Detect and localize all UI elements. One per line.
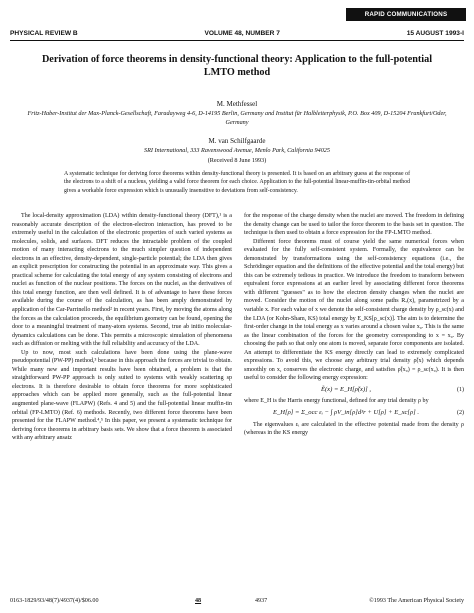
issue-date: 15 AUGUST 1993-I [406,30,464,37]
footer-copyright: ©1993 The American Physical Society [369,598,464,604]
paper-title: Derivation of force theorems in density-functional theory: Application to the full-potential LMTO method [41,54,433,78]
journal-name: PHYSICAL REVIEW B [10,30,78,37]
left-paragraph-1: The local-density approximation (LDA) within density-functional theory (DFT),¹ is a reasonably accurate description of the electron-electron interaction, has proved to be extremely useful in the calculation of the electronic properties of such varied systems as molecules, solids, and surfaces. DFT reduces the intractable problem of the coupled motion of many interacting electrons to the much simpler question of independent electrons in an effective, density-dependent, single-particle potential; the LDA then gives an explicit prescription for constructing the potential in an approximate way. This gives a practical scheme for calculating the total energy of any system consisting of electrons and nuclei as function of the nuclear positions. The forces on the nuclei, as the derivatives of this total energy function, are then well defined. It is of advantage to have these forces available during the course of the calculation, as has been amply demonstrated by application of the Car-Parrinello method² in recent years. First, by moving the atoms along the forces as the calculation proceeds, the equilibrium geometry can be found, opening the door to a meaningful treatment of many-atom systems. Second, true ab initio molecular-dynamics calculations can be done. This permits a microscopic simulation of phenomena such as diffusion or melting with the full reliability and accuracy of the LDA. [12,213,232,348]
running-head [10,30,464,37]
right-paragraph-1: for the response of the charge density when the nuclei are moved. The freedom in defining the density change can be used to tailor the force theorem to the basis set in question. The technique is then used to obtain a force expression for the FP-LMTO method. [244,213,464,237]
header-rule [10,40,464,41]
rapid-communications-badge: RAPID COMMUNICATIONS [346,8,466,21]
page-footer [10,598,464,604]
author-2-affiliation: SRI International, 333 Ravenswood Avenue, Menlo Park, California 94025 [143,147,330,154]
right-paragraph-3: The eigenvalues εᵢ are calculated in the effective potential made from the density ρ (whereas in the KS energy [244,421,464,437]
left-column [12,212,232,443]
footer-page-number: 4937 [255,598,268,604]
equation-1 [244,386,464,395]
author-1-affiliation: Fritz-Haber-Institut der Max-Planck-Gesellschaft, Faradayweg 4-6, D-14195 Berlin, Germany and Institut für Halbleiterphysik, P.O. Box 409, D-15204 Frankfurt/Oder, Germany [27,110,447,126]
author-2-name: M. van Schilfgaarde [208,137,266,145]
equation-2-body: E_H[ρ] = Σ_occ εᵢ − ∫ ρV_in[ρ]d³r + U[ρ] + E_xc[ρ] . [272,409,420,417]
footer-volume: 48 [195,598,202,604]
left-paragraph-2: Up to now, most such calculations have been done using the plane-wave pseudopotential (PW-PP) method,³ because in this approach the forces are trivial to obtain. While many new and important results have been obtained, a problem is that the straightforward PW-PP approach is only suited to systems with weakly scattering sp electrons. It is therefore desirable to obtain force theorems for more sophisticated approaches which can be applied more generally, such as the full-potential linear augmented plane-wave (FLAPW) (Refs. 4 and 5) and the full-potential linear muffin-tin orbital (FP-LMTO) (Ref. 6) methods. Recently, two different force theorems have been presented for the FLAPW method.⁴,⁵ In this paper, we present a systematic technique for deriving force theorems in arbitrary basis sets. We show that a force theorem is associated with any arbitrary ansatz [12,349,232,442]
footer-code: 0163-1829/93/48(7)/4937(4)/$06.00 [10,598,99,604]
volume-number: VOLUME 48, NUMBER 7 [204,30,280,37]
equation-1-body: Ẽ(x) = E_H[ρ̃(x)] , [320,385,372,393]
equation-2 [244,409,464,418]
received-date: (Received 8 June 1993) [207,157,267,164]
right-column [244,212,464,438]
abstract: A systematic technique for deriving force theorems within density-functional theory is presented. It is based on an arbitrary guess at the response of the electrons to a shift of a nucleus, yielding a valid force theorem for each choice. Application to the full-potential linear-muffin-tin-orbital method gives a workable force expression which is unusually insensitive to deviations from self-consistency. [64,171,410,194]
equation-2-number: (2) [456,410,464,417]
equation-1-number: (1) [456,386,464,393]
author-1-name: M. Methfessel [216,100,258,108]
between-equations-text: where E_H is the Harris energy functional, defined for any trial density ρ by [244,398,429,405]
right-paragraph-2: Different force theorems must of course yield the same numerical forces when evaluated for the fully self-consistent system. Formally, the equivalence can be demonstrated by transformations using the self-consistency equations (i.e., the Schrödinger equation and the definitions of the effective potential and the total energy) but this can be extremely tedious in practice. We introduce the freedom to transform between equivalent force expressions at an earlier level by associating different force theorems with different "guesses" as to how the electron density changes when the nuclei are moved. Consider the motion of the nuclei along some paths Rᵥ(x), parametrized by a variable x. For each value of x we denote the self-consistent charge density by ρ_sc(x) and the LDA (or Kohn-Sham, KS) total energy by E_KS[ρ_sc(x)]. The aim is to determine the first-order change in the total energy as x varies around a chosen value x₀. This is the same as the linear combination of the forces for the geometry corresponding to x = x₀. By choosing the path so that only one atom is moved, separate force components are isolated. An attempt to differentiate the KS energy directly can lead to extremely complicated expressions. To avoid this, we choose any arbitrary trial density ρ̃(x) which depends smoothly on x, conserves the electronic charge, and satisfies ρ̃(x₀) = ρ_sc(x₀). It is then useful to consider the following energy expression: [244,238,464,382]
